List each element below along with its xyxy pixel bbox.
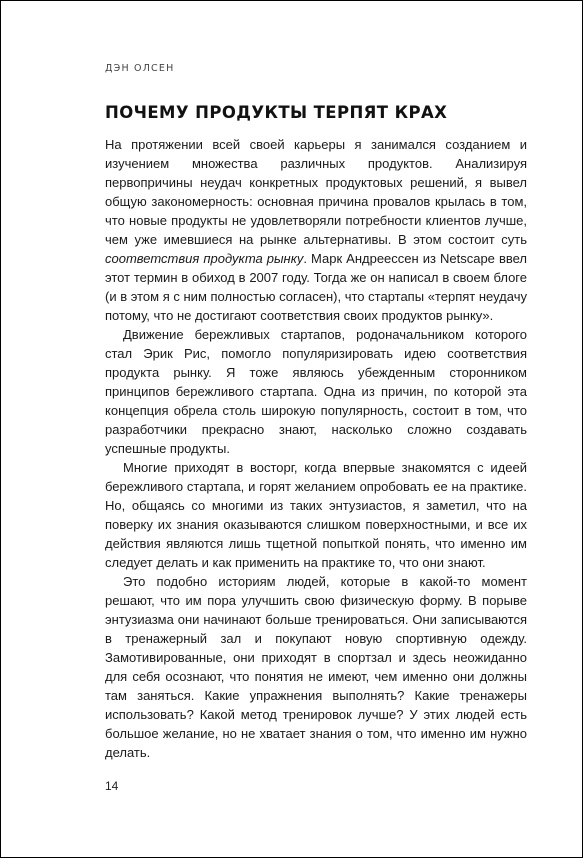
emphasized-term: соответствия продукта рынку (105, 251, 304, 266)
paragraph-1-text-b: . Марк Андреессен из Netscape ввел этот термин в обиход в 2007 году. Тогда же он написал в своем блоге (и в этом я с ним полностью согласен), что стартапы «терпят неудачу потому, что не достигают соответствия своих продуктов рынку». (105, 251, 527, 323)
page-number: 14 (105, 779, 119, 793)
paragraph-1-text-a: На протяжении всей своей карьеры я занимался созданием и изучением множества различных продуктов. Анализируя первопричины неудач конкретных продуктовых решений, я вывел общую закономерность: основная причина провалов крылась в том, что новые продукты не удовлетворяли потребности клиентов лучше, чем уже имевшиеся на рынке альтернативы. В этом состоит суть (105, 137, 527, 247)
paragraph-1 (105, 135, 527, 325)
paragraph-3: Многие приходят в восторг, когда впервые знакомятся с идеей бережливого стартапа, и горят желанием опробовать ее на практике. Но, общаясь со многими из таких энтузиастов, я заметил, что на поверку их знания оказываются слишком поверхностными, и все их действия являются лишь тщетной попыткой понять, что именно им следует делать и как применить на практике то, что они знают. (105, 460, 527, 570)
chapter-title: ПОЧЕМУ ПРОДУКТЫ ТЕРПЯТ КРАХ (105, 103, 448, 122)
body-text (105, 135, 527, 762)
paragraph-2: Движение бережливых стартапов, родоначальником которого стал Эрик Рис, помогло популяризировать идею соответствия продукта рынку. Я тоже являюсь убежденным сторонником принципов бережливого стартапа. Одна из причин, по которой эта концепция обрела столь широкую популярность, состоит в том, что разработчики прекрасно знают, насколько сложно создавать успешные продукты. (105, 327, 527, 456)
paragraph-4: Это подобно историям людей, которые в какой-то момент решают, что им пора улучшить свою физическую форму. В порыве энтузиазма они начинают больше тренироваться. Они записываются в тренажерный зал и покупают новую спортивную одежду. Замотивированные, они приходят в спортзал и здесь неожиданно для себя осознают, что понятия не имеют, чем именно они должны там заняться. Какие упражнения выполнять? Какие тренажеры использовать? Какой метод тренировок лучше? У этих людей есть большое желание, но не хватает знания о том, что именно им нужно делать. (105, 574, 527, 760)
running-head: ДЭН ОЛСЕН (105, 63, 175, 74)
